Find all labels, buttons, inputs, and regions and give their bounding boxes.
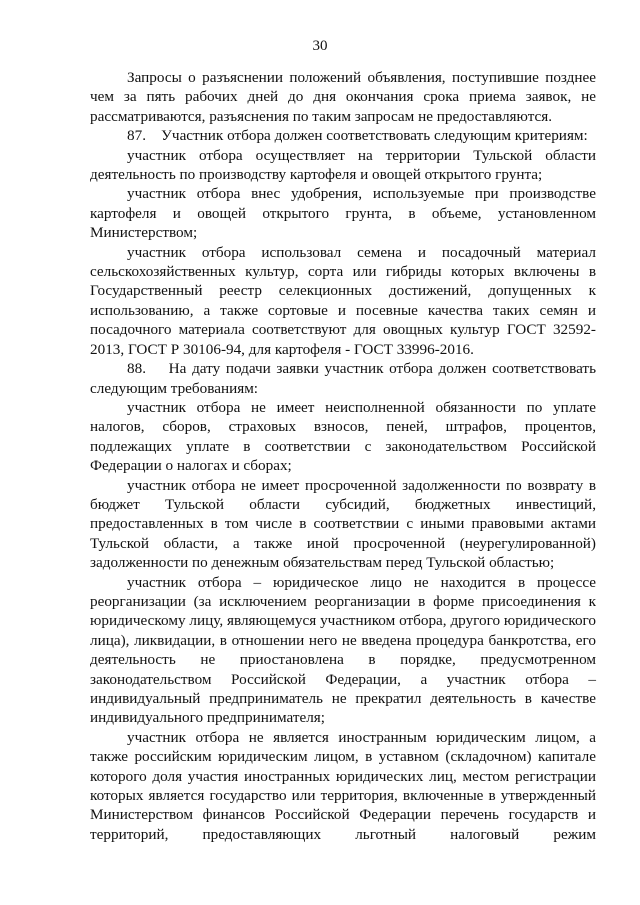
paragraph-requirement-taxes: участник отбора не имеет неисполненной обязанности по уплате налогов, сборов, страховых взносов, пеней, штрафов, процентов, подлежащих уплате в соответствии с законодательством Российской Федерации о налогах и сборах; [90,398,596,475]
paragraph-88-requirements: 88. На дату подачи заявки участник отбора должен соответствовать следующим требованиям: [90,360,596,397]
paragraph-criterion-production: участник отбора осуществляет на территории Тульской области деятельность по производству картофеля и овощей открытого грунта; [90,146,596,184]
paragraph-87-criteria: 87. Участник отбора должен соответствовать следующим критериям: [127,127,588,145]
paragraph-clarification-requests: Запросы о разъяснении положений объявления, поступившие позднее чем за пять рабочих дней до дня окончания срока приема заявок, не рассматриваются, разъяснения по таким запросам не предоставляются. [90,69,596,125]
document-body [90,68,596,844]
paragraph-requirement-foreign-entity: участник отбора не является иностранным юридическим лицом, а также российским юридическим лицом, в уставном (складочном) капитале которого доля участия иностранных юридических лиц, местом регистрации которых является государство или территория, включенные в утвержденный Министерством финансов Российской Федерации перечень государств и территорий, предоставляющих льготный налоговый режим [90,728,596,843]
paragraph-criterion-seeds: участник отбора использовал семена и посадочный материал сельскохозяйственных культур, сорта или гибриды которых включены в Государственный реестр селекционных достижений, допущенных к использованию, а также сортовые и посевные качества таких семян и посадочного материала соответствуют для овощных культур ГОСТ 32592-2013, ГОСТ Р 30106-94, для картофеля - ГОСТ 33996-2016. [90,243,596,358]
paragraph-criterion-fertilizers: участник отбора внес удобрения, используемые при производстве картофеля и овощей открытого грунта, в объеме, установленном Министерством; [90,185,596,242]
paragraph-requirement-debt: участник отбора не имеет просроченной задолженности по возврату в бюджет Тульской области субсидий, бюджетных инвестиций, предоставленных в том числе в соответствии с иными правовыми актами Тульской области, а также иной просроченной (неурегулированной) задолженности по денежным обязательствам перед Тульской областью; [90,476,596,572]
page-number: 30 [312,38,328,54]
paragraph-requirement-reorganization: участник отбора – юридическое лицо не находится в процессе реорганизации (за исключением реорганизации в форме присоединения к юридическому лицу, являющемуся участником отбора, другого юридического лица), ликвидации, в отношении него не введена процедура банкротства, его деятельность не приостановлена в порядке, предусмотренном законодательством Российской Федерации, а участник отбора – индивидуальный предприниматель не прекратил деятельность в качестве индивидуального предпринимателя; [90,573,596,727]
